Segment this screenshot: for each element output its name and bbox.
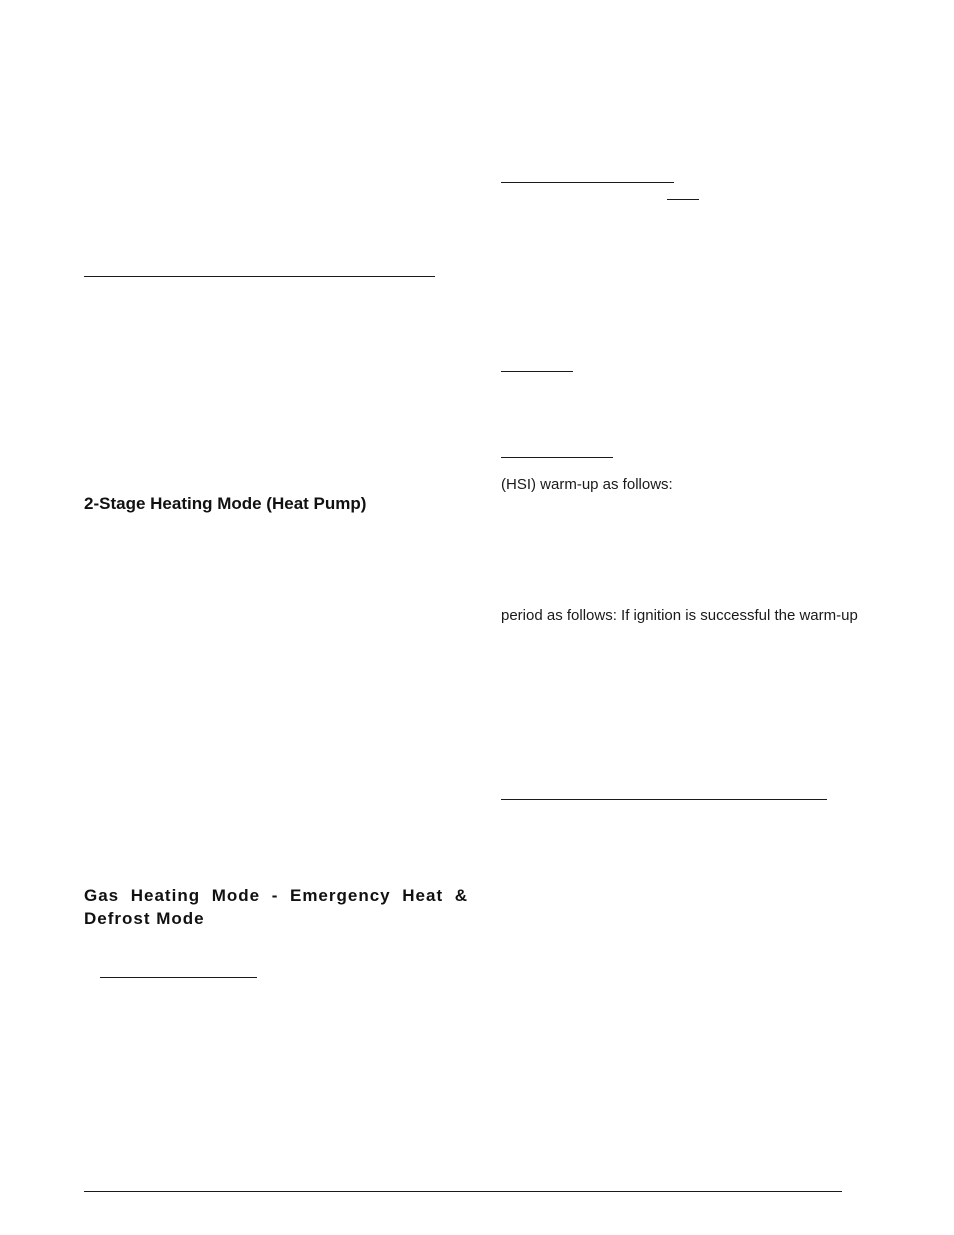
left-section-underline	[84, 276, 435, 277]
right-short-underline	[667, 199, 699, 200]
page-footer-rule	[84, 1191, 842, 1192]
hsi-warmup-text: (HSI) warm-up as follows:	[501, 476, 673, 493]
heading-gas-heating-emergency-defrost: Gas Heating Mode - Emergency Heat & Defrost Mode	[84, 886, 468, 928]
right-section-underline-3	[501, 457, 613, 458]
left-subsection-underline	[100, 977, 257, 978]
heading-2-stage-heating-heat-pump: 2-Stage Heating Mode (Heat Pump)	[84, 494, 367, 513]
right-section-underline-2	[501, 371, 573, 372]
ignition-period-text: period as follows: If ignition is successful the warm-up	[501, 607, 858, 624]
right-section-underline-1	[501, 182, 674, 183]
right-section-underline-4	[501, 799, 827, 800]
